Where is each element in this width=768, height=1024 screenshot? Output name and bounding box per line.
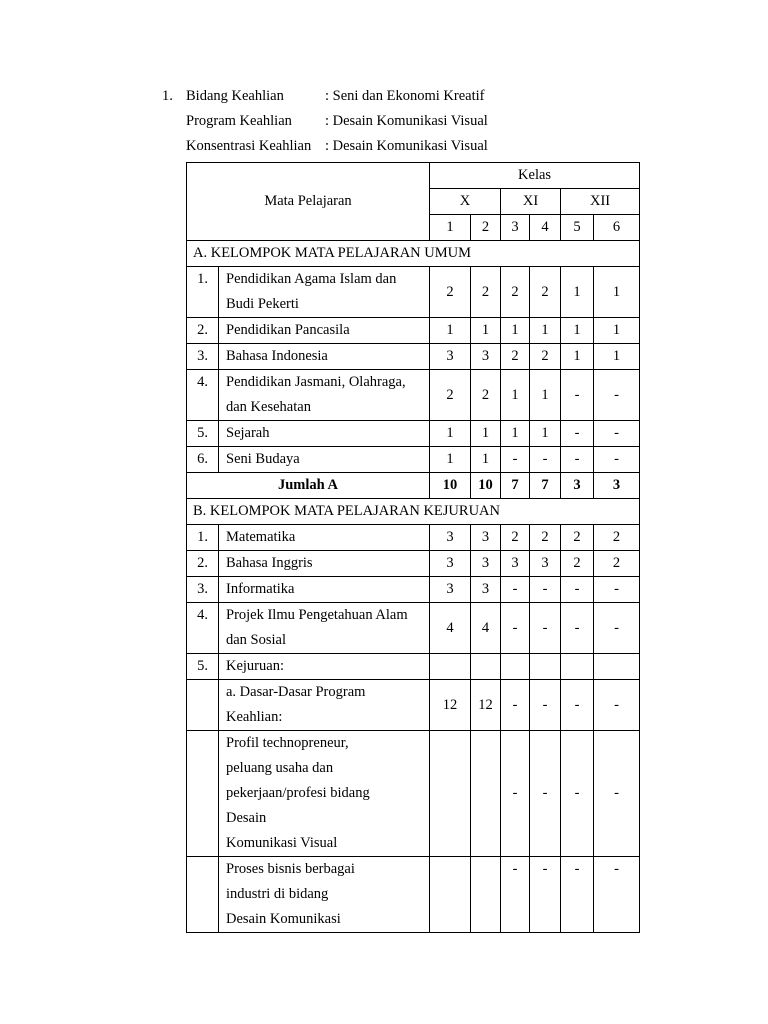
semester-hours: - <box>561 370 594 421</box>
semester-hours: 3 <box>471 344 501 370</box>
semester-hours: 1 <box>561 267 594 318</box>
subject-name-line: Proses bisnis berbagai <box>226 861 355 877</box>
konsentrasi-keahlian-label: Konsentrasi Keahlian <box>186 138 312 154</box>
row-number: 3. <box>187 344 219 370</box>
semester-hours: 3 <box>471 577 501 603</box>
semester-hours: - <box>501 680 530 731</box>
semester-hours: 1 <box>594 344 640 370</box>
row-number: 4. <box>187 603 219 654</box>
subject-name-line: Pendidikan Jasmani, Olahraga, <box>226 374 406 390</box>
semester-hours: 3 <box>530 551 561 577</box>
semester-hours: 1 <box>530 318 561 344</box>
subject-name <box>219 680 430 731</box>
subject-name <box>219 603 430 654</box>
subject-name-line: a. Dasar-Dasar Program <box>226 684 366 700</box>
subject-name <box>219 551 430 577</box>
semester-hours: 1 <box>594 318 640 344</box>
kelas-header: Kelas <box>430 163 640 189</box>
group-b-title: B. KELOMPOK MATA PELAJARAN KEJURUAN <box>187 499 640 525</box>
semester-hours: 1 <box>530 370 561 421</box>
row-number <box>187 680 219 731</box>
subject-name-line: dan Kesehatan <box>226 399 311 415</box>
semester-header: 6 <box>594 215 640 241</box>
subject-row <box>187 551 640 577</box>
group-a-title: A. KELOMPOK MATA PELAJARAN UMUM <box>187 241 640 267</box>
semester-hours: 1 <box>594 267 640 318</box>
semester-hours: 4 <box>430 603 471 654</box>
semester-hours <box>561 654 594 680</box>
jumlah-a-value: 10 <box>471 473 501 499</box>
semester-hours: 2 <box>501 267 530 318</box>
subject-name-line: Bahasa Indonesia <box>226 348 328 364</box>
subject-name-line: peluang usaha dan <box>226 760 334 776</box>
semester-hours: - <box>594 447 640 473</box>
semester-hours: - <box>561 421 594 447</box>
semester-hours: 4 <box>471 603 501 654</box>
subject-row <box>187 731 640 857</box>
semester-hours: 1 <box>530 421 561 447</box>
row-number <box>187 857 219 933</box>
row-number: 2. <box>187 551 219 577</box>
semester-hours: 2 <box>530 344 561 370</box>
semester-hours <box>430 654 471 680</box>
semester-hours: 3 <box>430 551 471 577</box>
semester-hours: - <box>501 577 530 603</box>
group-a-total <box>187 473 640 499</box>
semester-hours: 3 <box>430 344 471 370</box>
semester-hours: 1 <box>501 318 530 344</box>
semester-hours: - <box>530 603 561 654</box>
semester-hours: 2 <box>561 551 594 577</box>
subject-name-line: Komunikasi Visual <box>226 835 338 851</box>
group-a-body <box>187 241 640 473</box>
subject-row <box>187 577 640 603</box>
subject-name-line: Keahlian: <box>226 709 283 725</box>
semester-hours: 3 <box>471 525 501 551</box>
mata-pelajaran-header: Mata Pelajaran <box>187 163 430 241</box>
grade-xii-header: XII <box>561 189 640 215</box>
semester-hours: 1 <box>501 370 530 421</box>
semester-hours: - <box>530 577 561 603</box>
semester-hours: 1 <box>471 447 501 473</box>
subject-name-line: Sejarah <box>226 425 270 441</box>
semester-header: 2 <box>471 215 501 241</box>
subject-name-line: dan Sosial <box>226 632 287 648</box>
jumlah-a-value: 7 <box>501 473 530 499</box>
semester-hours: 3 <box>471 551 501 577</box>
semester-hours: 2 <box>530 267 561 318</box>
semester-hours: 2 <box>501 344 530 370</box>
subject-row <box>187 654 640 680</box>
semester-hours: - <box>501 731 530 857</box>
semester-hours <box>594 654 640 680</box>
semester-header: 4 <box>530 215 561 241</box>
semester-hours <box>471 654 501 680</box>
semester-hours: 2 <box>430 267 471 318</box>
subject-name-line: Bahasa Inggris <box>226 555 313 571</box>
semester-header: 5 <box>561 215 594 241</box>
subject-name-line: pekerjaan/profesi bidang <box>226 785 370 801</box>
semester-hours: 3 <box>501 551 530 577</box>
semester-hours: - <box>561 447 594 473</box>
curriculum-table <box>186 162 640 933</box>
subject-name-line: Seni Budaya <box>226 451 300 467</box>
semester-hours: 1 <box>561 318 594 344</box>
subject-row <box>187 603 640 654</box>
semester-hours: - <box>501 603 530 654</box>
subject-name-line: Kejuruan: <box>226 658 284 674</box>
program-keahlian-value: : Desain Komunikasi Visual <box>325 113 488 129</box>
semester-hours: - <box>561 857 594 933</box>
subject-name <box>219 267 430 318</box>
semester-hours: 2 <box>501 525 530 551</box>
semester-hours: - <box>594 370 640 421</box>
subject-name-line: Budi Pekerti <box>226 296 299 312</box>
semester-hours: 1 <box>471 421 501 447</box>
row-number: 5. <box>187 654 219 680</box>
semester-hours: 2 <box>561 525 594 551</box>
semester-hours: 1 <box>430 318 471 344</box>
subject-name-line: Desain <box>226 810 267 826</box>
program-keahlian-label: Program Keahlian <box>186 113 292 129</box>
group-b-body <box>187 499 640 933</box>
semester-hours <box>471 731 501 857</box>
semester-hours: 2 <box>430 370 471 421</box>
jumlah-a-value: 3 <box>561 473 594 499</box>
semester-hours: - <box>561 577 594 603</box>
semester-hours: 2 <box>594 551 640 577</box>
semester-hours: - <box>530 857 561 933</box>
row-number: 3. <box>187 577 219 603</box>
bidang-keahlian-label: Bidang Keahlian <box>186 88 284 104</box>
subject-row <box>187 447 640 473</box>
semester-hours <box>430 731 471 857</box>
semester-hours: - <box>594 603 640 654</box>
semester-hours: - <box>561 731 594 857</box>
subject-row <box>187 680 640 731</box>
subject-name <box>219 344 430 370</box>
konsentrasi-keahlian-value: : Desain Komunikasi Visual <box>325 138 488 154</box>
subject-row <box>187 267 640 318</box>
semester-hours: 2 <box>530 525 561 551</box>
row-number: 4. <box>187 370 219 421</box>
semester-hours: - <box>594 577 640 603</box>
semester-hours: - <box>530 447 561 473</box>
row-number: 2. <box>187 318 219 344</box>
subject-name <box>219 318 430 344</box>
subject-name-line: Projek Ilmu Pengetahuan Alam <box>226 607 408 623</box>
subject-name <box>219 857 430 933</box>
semester-hours: 3 <box>430 577 471 603</box>
bidang-keahlian-value: : Seni dan Ekonomi Kreatif <box>325 88 485 104</box>
subject-name-line: Informatika <box>226 581 295 597</box>
grade-x-header: X <box>430 189 501 215</box>
jumlah-a-value: 10 <box>430 473 471 499</box>
row-number <box>187 731 219 857</box>
semester-hours: 1 <box>430 421 471 447</box>
semester-hours: 1 <box>471 318 501 344</box>
subject-name-line: Profil technopreneur, <box>226 735 349 751</box>
row-number: 1. <box>187 267 219 318</box>
subject-name <box>219 577 430 603</box>
semester-header: 1 <box>430 215 471 241</box>
semester-hours: - <box>530 680 561 731</box>
semester-hours: 1 <box>561 344 594 370</box>
semester-hours: - <box>501 857 530 933</box>
subject-row <box>187 318 640 344</box>
semester-hours: 2 <box>594 525 640 551</box>
jumlah-a-value: 3 <box>594 473 640 499</box>
semester-hours: 2 <box>471 370 501 421</box>
semester-hours: - <box>594 421 640 447</box>
semester-hours: 12 <box>471 680 501 731</box>
semester-hours: 1 <box>430 447 471 473</box>
subject-name-line: Matematika <box>226 529 296 545</box>
semester-hours: 1 <box>501 421 530 447</box>
subject-name-line: Desain Komunikasi <box>226 911 341 927</box>
subject-name-line: industri di bidang <box>226 886 329 902</box>
subject-name <box>219 370 430 421</box>
jumlah-a-value: 7 <box>530 473 561 499</box>
subject-name <box>219 654 430 680</box>
semester-hours: - <box>561 603 594 654</box>
document-header <box>0 0 768 160</box>
semester-hours <box>430 857 471 933</box>
semester-hours <box>471 857 501 933</box>
subject-name <box>219 525 430 551</box>
row-number: 1. <box>187 525 219 551</box>
row-number: 6. <box>187 447 219 473</box>
jumlah-a-label: Jumlah A <box>187 473 430 499</box>
subject-name <box>219 421 430 447</box>
subject-name-line: Pendidikan Pancasila <box>226 322 350 338</box>
semester-hours: 3 <box>430 525 471 551</box>
semester-hours: 12 <box>430 680 471 731</box>
semester-hours: 2 <box>471 267 501 318</box>
subject-name <box>219 731 430 857</box>
item-number: 1. <box>162 88 173 104</box>
semester-hours: - <box>594 680 640 731</box>
semester-hours: - <box>501 447 530 473</box>
grade-xi-header: XI <box>501 189 561 215</box>
subject-row <box>187 525 640 551</box>
semester-hours: - <box>561 680 594 731</box>
subject-row <box>187 421 640 447</box>
subject-name <box>219 447 430 473</box>
row-number: 5. <box>187 421 219 447</box>
subject-row <box>187 857 640 933</box>
semester-hours: - <box>594 857 640 933</box>
semester-hours <box>501 654 530 680</box>
semester-header: 3 <box>501 215 530 241</box>
semester-hours: - <box>594 731 640 857</box>
semester-hours <box>530 654 561 680</box>
subject-name-line: Pendidikan Agama Islam dan <box>226 271 397 287</box>
subject-row <box>187 344 640 370</box>
semester-hours: - <box>530 731 561 857</box>
subject-row <box>187 370 640 421</box>
